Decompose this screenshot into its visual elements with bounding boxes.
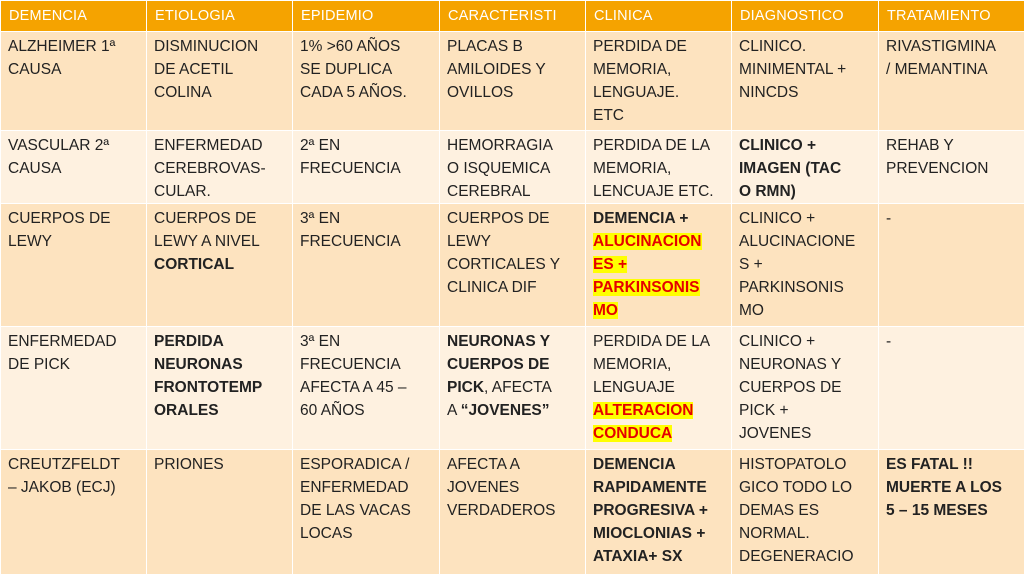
cell-text: HEMORRAGIA O ISQUEMICA CEREBRAL — [447, 137, 553, 200]
cell-text: ENFERMEDAD CEREBROVAS- CULAR. — [154, 137, 266, 200]
table-row — [1, 32, 1024, 131]
cell-text: PERDIDA DE MEMORIA, LENGUAJE. ETC — [593, 38, 687, 124]
table-row — [1, 327, 1024, 450]
cell-text: PRIONES — [154, 456, 224, 473]
cell-text: ENFERMEDAD DE PICK — [8, 333, 117, 373]
table-body — [1, 32, 1024, 575]
cell-etiologia — [147, 327, 293, 450]
table-row — [1, 204, 1024, 327]
cell-clinica — [586, 131, 732, 204]
cell-text: ALZHEIMER 1ª CAUSA — [8, 38, 116, 78]
cell-tratamiento — [879, 204, 1024, 327]
header-diagnostico: DIAGNOSTICO — [732, 1, 879, 32]
cell-demencia — [1, 450, 147, 575]
table-row — [1, 450, 1024, 575]
cell-text: DEMENCIA + — [593, 210, 689, 227]
cell-text: 2ª EN FRECUENCIA — [300, 137, 401, 177]
cell-tratamiento — [879, 131, 1024, 204]
cell-demencia — [1, 327, 147, 450]
cell-tratamiento — [879, 32, 1024, 131]
cell-clinica — [586, 327, 732, 450]
cell-text: , AFECTA A — [447, 379, 552, 419]
header-etiologia: ETIOLOGIA — [147, 1, 293, 32]
cell-etiologia — [147, 450, 293, 575]
cell-text: ES FATAL !! MUERTE A LOS 5 – 15 MESES — [886, 456, 1002, 519]
header-caracteristicas: CARACTERISTI — [440, 1, 586, 32]
cell-text: RIVASTIGMINA / MEMANTINA — [886, 38, 996, 78]
cell-tratamiento — [879, 450, 1024, 575]
header-row — [1, 1, 1024, 32]
cell-text: DEMENCIA RAPIDAMENTE PROGRESIVA + MIOCLONIAS + ATAXIA+ SX — [593, 456, 708, 565]
cell-text: PERDIDA DE LA MEMORIA, LENCUAJE ETC. — [593, 137, 714, 200]
cell-text: CUERPOS DE LEWY — [8, 210, 111, 250]
cell-caracteristicas — [440, 450, 586, 575]
cell-etiologia — [147, 204, 293, 327]
cell-caracteristicas — [440, 204, 586, 327]
cell-text: AFECTA A JOVENES VERDADEROS — [447, 456, 556, 519]
cell-text: CREUTZFELDT – JAKOB (ECJ) — [8, 456, 120, 496]
cell-epidemio — [293, 204, 440, 327]
cell-caracteristicas — [440, 32, 586, 131]
cell-text: 3ª EN FRECUENCIA AFECTA A 45 – 60 AÑOS — [300, 333, 407, 419]
cell-etiologia — [147, 131, 293, 204]
cell-epidemio — [293, 450, 440, 575]
cell-text: CUERPOS DE LEWY A NIVEL — [154, 210, 260, 250]
cell-text: 3ª EN FRECUENCIA — [300, 210, 401, 250]
cell-diagnostico — [732, 327, 879, 450]
cell-diagnostico — [732, 450, 879, 575]
cell-diagnostico — [732, 204, 879, 327]
cell-text: ESPORADICA / ENFERMEDAD DE LAS VACAS LOCAS — [300, 456, 411, 542]
cell-epidemio — [293, 32, 440, 131]
cell-text: CORTICAL — [154, 256, 235, 273]
cell-text: PERDIDA DE LA MEMORIA, LENGUAJE — [593, 333, 711, 396]
cell-clinica — [586, 204, 732, 327]
cell-text: CLINICO + IMAGEN (TAC O RMN) — [739, 137, 842, 200]
cell-text: CLINICO + ALUCINACIONE S + PARKINSONIS MO — [739, 210, 856, 319]
highlighted-text: ALUCINACION ES + PARKINSONIS MO — [593, 233, 702, 319]
cell-demencia — [1, 32, 147, 131]
cell-diagnostico — [732, 32, 879, 131]
cell-caracteristicas — [440, 131, 586, 204]
header-clinica: CLINICA — [586, 1, 732, 32]
highlighted-text: ALTERACION CONDUCA — [593, 402, 694, 442]
table-row — [1, 131, 1024, 204]
cell-demencia — [1, 131, 147, 204]
cell-text: PLACAS B AMILOIDES Y OVILLOS — [447, 38, 546, 101]
cell-clinica — [586, 450, 732, 575]
cell-text: CUERPOS DE LEWY CORTICALES Y CLINICA DIF — [447, 210, 561, 296]
cell-diagnostico — [732, 131, 879, 204]
cell-text: CLINICO + NEURONAS Y CUERPOS DE PICK + JOVENES — [739, 333, 842, 442]
cell-text: PERDIDA NEURONAS FRONTOTEMP ORALES — [154, 333, 263, 419]
header-demencia: DEMENCIA — [1, 1, 147, 32]
cell-text: DISMINUCION DE ACETIL COLINA — [154, 38, 259, 101]
cell-text: - — [886, 210, 892, 227]
cell-caracteristicas — [440, 327, 586, 450]
cell-text: 1% >60 AÑOS SE DUPLICA CADA 5 AÑOS. — [300, 38, 407, 101]
cell-text: CLINICO. MINIMENTAL + NINCDS — [739, 38, 847, 101]
cell-text: VASCULAR 2ª CAUSA — [8, 137, 110, 177]
cell-text: NEURONAS Y CUERPOS DE PICK — [447, 333, 551, 396]
cell-text: REHAB Y PREVENCION — [886, 137, 989, 177]
cell-epidemio — [293, 327, 440, 450]
cell-etiologia — [147, 32, 293, 131]
cell-demencia — [1, 204, 147, 327]
cell-text: HISTOPATOLO GICO TODO LO DEMAS ES NORMAL. DEGENERACIO — [739, 456, 854, 565]
cell-clinica — [586, 32, 732, 131]
cell-tratamiento — [879, 327, 1024, 450]
cell-text: - — [886, 333, 892, 350]
cell-text: “JOVENES” — [460, 402, 550, 419]
header-tratamiento: TRATAMIENTO — [879, 1, 1024, 32]
cell-epidemio — [293, 131, 440, 204]
header-epidemio: EPIDEMIO — [293, 1, 440, 32]
